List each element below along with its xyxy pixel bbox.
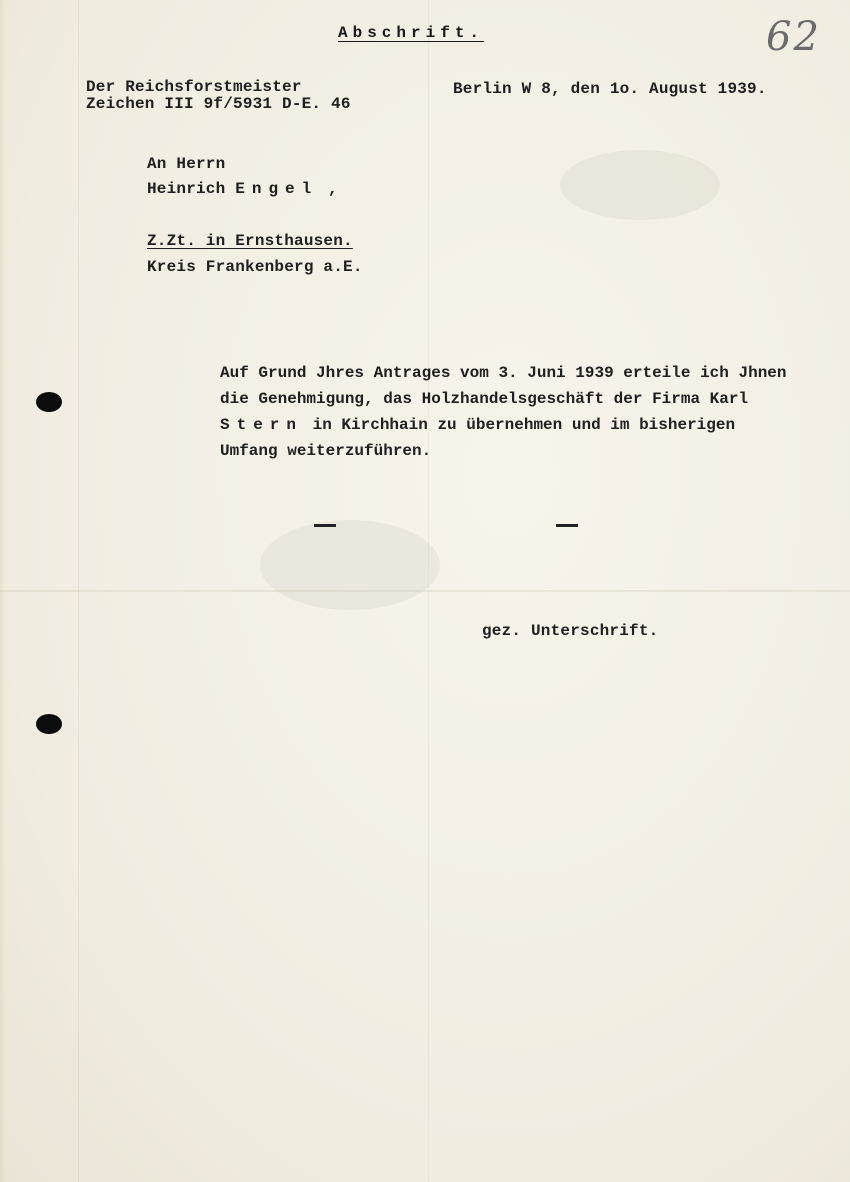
sender-reference: Zeichen III 9f/5931 D-E. 46 bbox=[86, 95, 351, 113]
fold-line-vertical bbox=[428, 0, 429, 1182]
recipient-location: Z.Zt. in Ernsthausen. bbox=[147, 232, 353, 250]
recipient-first-name: Heinrich bbox=[147, 180, 226, 198]
handwritten-page-number: 62 bbox=[766, 14, 821, 60]
signature-line: gez. Unterschrift. bbox=[482, 622, 659, 640]
document-title: Abschrift. bbox=[338, 24, 485, 42]
recipient-name bbox=[147, 180, 338, 198]
place-and-date: Berlin W 8, den 1o. August 1939. bbox=[453, 80, 767, 98]
letter-body bbox=[220, 360, 787, 464]
punch-hole-bottom bbox=[36, 714, 62, 734]
body-line-3-rest: in Kirchhain zu übernehmen und im bisherigen bbox=[303, 416, 736, 434]
recipient-salutation: An Herrn bbox=[147, 155, 226, 173]
sender-line-1: Der Reichsforstmeister bbox=[86, 78, 302, 96]
body-line-4: Umfang weiterzuführen. bbox=[220, 442, 432, 460]
body-line-2: die Genehmigung, das Holzhandelsgeschäft der Firma Karl bbox=[220, 390, 749, 408]
fold-line-horizontal bbox=[0, 590, 850, 592]
punch-hole-top bbox=[36, 392, 62, 412]
recipient-last-name: Engel bbox=[235, 180, 319, 198]
paper-smudge bbox=[260, 520, 440, 610]
separator-dash-right bbox=[556, 524, 578, 527]
recipient-district: Kreis Frankenberg a.E. bbox=[147, 258, 363, 276]
body-name-stern: Stern bbox=[220, 416, 304, 434]
separator-dash-left bbox=[314, 524, 336, 527]
body-line-1: Auf Grund Jhres Antrages vom 3. Juni 1939 erteile ich Jhnen bbox=[220, 364, 787, 382]
recipient-name-suffix: , bbox=[318, 180, 338, 198]
paper-smudge bbox=[560, 150, 720, 220]
body-line-3 bbox=[220, 412, 787, 438]
